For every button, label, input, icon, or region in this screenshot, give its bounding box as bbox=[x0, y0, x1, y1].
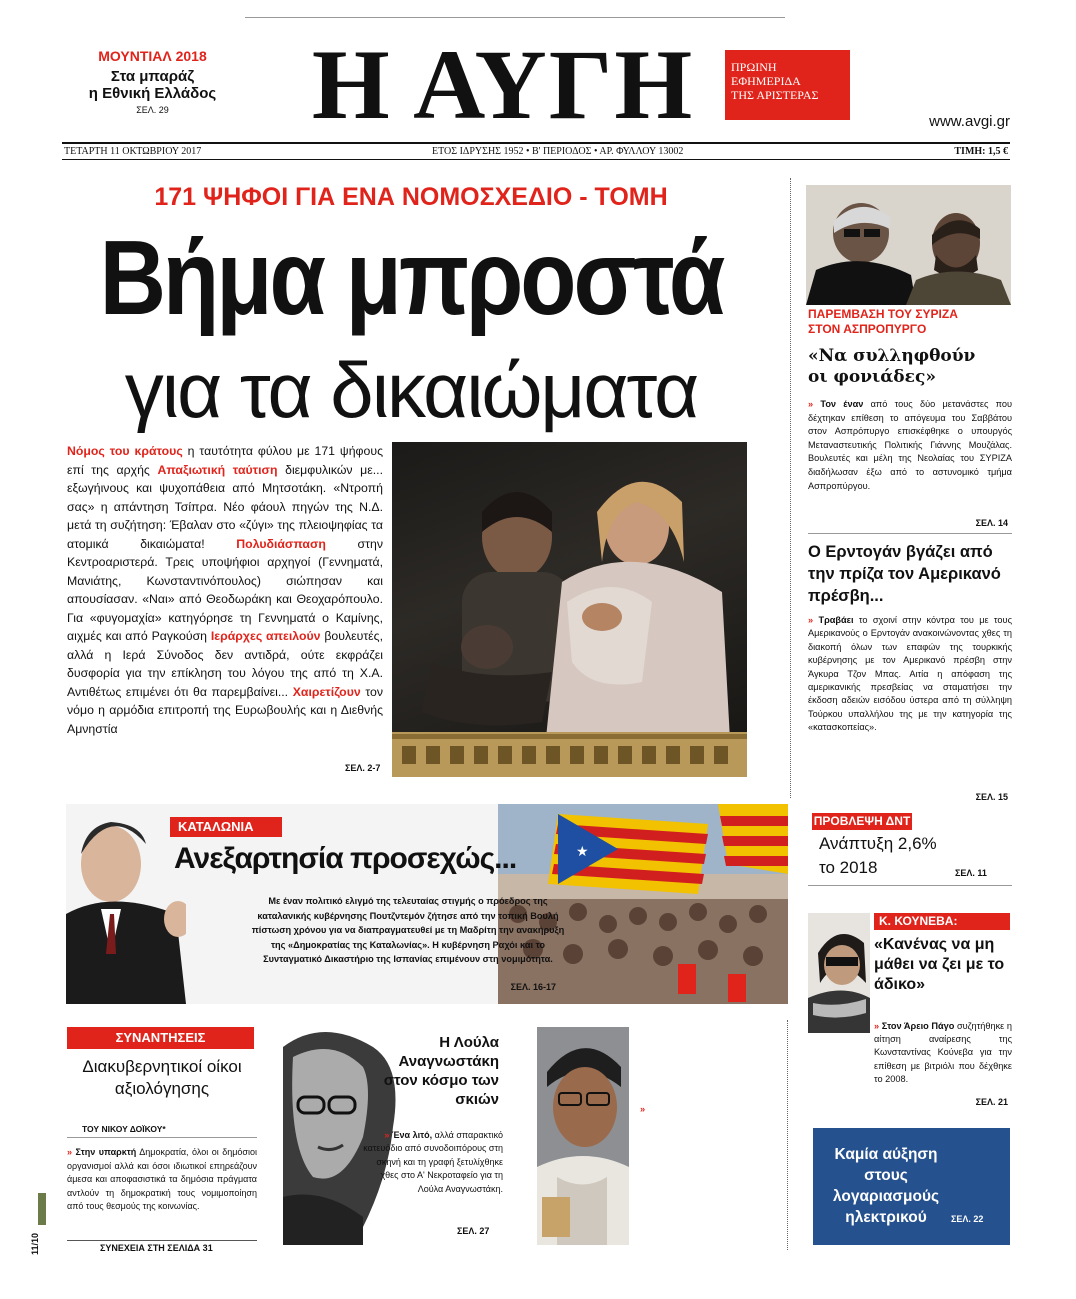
erdogan-lead-kw: Τραβάει bbox=[818, 615, 854, 625]
pantis-body bbox=[640, 1103, 766, 1117]
erdogan-page: ΣΕΛ. 15 bbox=[975, 792, 1008, 802]
kouneva-page: ΣΕΛ. 21 bbox=[975, 1097, 1008, 1107]
aspropyrgos-headline[interactable]: «Να συλληφθούν οι φονιάδες» bbox=[808, 346, 976, 387]
aspropyrgos-photo-art bbox=[806, 185, 1011, 305]
promo-kicker: ΜΟΥΝΤΙΑΛ 2018 bbox=[98, 48, 207, 64]
forecast-line1[interactable]: Ανάπτυξη 2,6% bbox=[819, 834, 937, 853]
masthead bbox=[0, 0, 1076, 170]
issue-date: ΤΕΤΑΡΤΗ 11 ΟΚΤΩΒΡΙΟΥ 2017 bbox=[64, 146, 202, 157]
tagline-line1: ΠΡΩΙΝΗ bbox=[731, 60, 777, 74]
issue-info: ΕΤΟΣ ΙΔΡΥΣΗΣ 1952 • Β' ΠΕΡΙΟΔΟΣ • ΑΡ. ΦΥΛΛΟΥ 13002 bbox=[432, 146, 684, 157]
aspropyrgos-kicker-1: ΠΑΡΕΜΒΑΣΗ ΤΟΥ ΣΥΡΙΖΑ bbox=[808, 307, 958, 321]
meetings-bottom-rule bbox=[67, 1240, 257, 1241]
loula-text: αλλά σπαρακτικό κατευόδιο από συνοδοιπόρους στη σκηνή και τη γραφή ξετυλίχθηκε χθες στο Α' Νεκροταφείο για τη Λούλα Αναγνωστάκη. bbox=[363, 1130, 503, 1194]
kouneva-kicker: Κ. ΚΟΥΝΕΒΑ: bbox=[874, 913, 1010, 930]
meetings-lead-kw: Στην υπαρκτή bbox=[75, 1147, 137, 1157]
pantis-lead-arrow: » bbox=[640, 1104, 646, 1114]
electric-box[interactable] bbox=[813, 1128, 1010, 1245]
erdogan-lead-arrow: » bbox=[808, 615, 819, 625]
forecast-line2: το 2018 bbox=[819, 858, 878, 877]
rule-right-2 bbox=[808, 885, 1012, 886]
electric-page: ΣΕΛ. 22 bbox=[951, 1214, 984, 1224]
catalonia-kicker: ΚΑΤΑΛΩΝΙΑ bbox=[170, 817, 282, 837]
meetings-continued[interactable]: ΣΥΝΕΧΕΙΑ ΣΤΗ ΣΕΛΙΔΑ 31 bbox=[100, 1243, 213, 1253]
lead-text-5: τον νόμο η αρμόδια επιτροπή της Ευρωβουλής και η Διεθνής Αμνηστία bbox=[67, 684, 383, 736]
pantis-photo-art bbox=[537, 1027, 629, 1245]
lead-kw-3: Πολυδιάσπαση bbox=[236, 536, 326, 551]
kouneva-lead-kw: Στον Άρειο Πάγο bbox=[881, 1021, 955, 1031]
catalonia-body: Με έναν πολιτικό ελιγμό της τελευταίας στιγμής ο πρόεδρος της καταλανικής κυβέρνησης Πουτζντεμόν ζήτησε από την τοπική Βουλή πίστωση χρόνου για να διαπραγματευθεί με τη Μαδρίτη την ανακήρυξη της «Δημοκρατίας της Καταλωνίας». Η κυβέρνηση Ραχόι και το Συνταγματικό Δικαστήριο της Ισπανίας επιμένουν στη νομιμότητα. bbox=[251, 896, 565, 965]
tagline-line2: ΕΦΗΜΕΡΙΔΑ bbox=[731, 74, 801, 88]
lead-body bbox=[67, 442, 383, 738]
lead-kw-5: Χαιρετίζουν bbox=[292, 684, 361, 699]
lead-kw-2: Απαξιωτική ταύτιση bbox=[157, 462, 278, 477]
top-rule bbox=[245, 17, 785, 18]
lead-subheadline: για τα δικαιώματα bbox=[124, 346, 698, 434]
lead-kicker: 171 ΨΗΦΟΙ ΓΙΑ ΕΝΑ ΝΟΜΟΣΧΕΔΙΟ - ΤΟΜΗ bbox=[154, 183, 668, 211]
aspropyrgos-page: ΣΕΛ. 14 bbox=[975, 518, 1008, 528]
aspropyrgos-body bbox=[808, 398, 1012, 493]
meetings-body bbox=[67, 1146, 257, 1214]
erdogan-headline[interactable]: Ο Ερντογάν βγάζει από την πρίζα τον Αμερικανό πρέσβη... bbox=[808, 543, 1001, 605]
catalonia-headline[interactable]: Ανεξαρτησία προσεχώς... bbox=[174, 842, 517, 875]
column-separator bbox=[790, 178, 791, 798]
pantis-photo[interactable] bbox=[537, 1027, 629, 1245]
lead-text-4: βουλευτές, αλλά η Ιερά Σύνοδος δεν αντιδρά, ούτε εκφράζει δυσφορία για την επίκληση του λόγου της από τη Χ.Α. Αντιθέτως επιμένει ότι θα παρεμβαίνει... bbox=[67, 629, 383, 699]
loula-photo[interactable] bbox=[283, 1027, 509, 1245]
meetings-author: ΤΟΥ ΝΙΚΟΥ ΔΟΪΚΟΥ* bbox=[82, 1124, 166, 1134]
loula-headline[interactable]: Η Λούλα Αναγνωστάκη στον κόσμο των σκιών bbox=[383, 1034, 499, 1108]
loula-body bbox=[357, 1129, 503, 1196]
aspropyrgos-photo[interactable] bbox=[806, 185, 1011, 305]
aspropyrgos-text: από τους δύο μετανάστες που δέχτηκαν επίθεση το απόγευμα του Σαββάτου στον Ασπρόπυργο επισκέφθηκε ο υπουργός Μεταναστευτικής Πολιτικής Γιάννης Μουζάλας. Βουλευτές και μέλη της Νεολαίας του ΣΥΡΙΖΑ διαδήλωσαν έξω από το αστυνομικό τμήμα Ασπροπύργου. bbox=[808, 399, 1013, 491]
kouneva-lead-arrow: » bbox=[874, 1021, 882, 1031]
lead-text-1: η ταυτότητα φύλου με 171 ψήφους επί της αρχής bbox=[67, 444, 383, 477]
kouneva-headline[interactable]: «Κανένας να μη μάθει να ζει με το άδικο» bbox=[874, 936, 1005, 993]
lead-photo-art bbox=[392, 442, 747, 777]
meetings-rule bbox=[67, 1137, 257, 1138]
lead-photo[interactable] bbox=[392, 442, 747, 777]
promo-page: ΣΕΛ. 29 bbox=[136, 105, 169, 115]
side-stripe bbox=[38, 1193, 46, 1225]
meetings-kicker: ΣΥΝΑΝΤΗΣΕΙΣ bbox=[67, 1027, 254, 1049]
lead-page: ΣΕΛ. 2-7 bbox=[345, 763, 381, 773]
side-date: 11/10 bbox=[30, 1232, 40, 1255]
lead-text-3: στην Κεντροαριστερά. Τρεις υποψήφιοι αρχηγοί (Γεννηματά, Μανιάτης, Κωνσταντινόπουλος) σιώπησαν και απουσίασαν. «Ναι» από Θεοδωράκη και Θεοχαρόπουλο. Για «φυγομαχία» κατηγόρησε τη Γεννηματά ο Καμίνης, αιχμές και από Ραγκούση bbox=[67, 536, 383, 643]
tagline-line3: ΤΗΣ ΑΡΙΣΤΕΡΑΣ bbox=[731, 88, 819, 102]
catalonia-page: ΣΕΛ. 16-17 bbox=[510, 982, 556, 992]
forecast-page: ΣΕΛ. 11 bbox=[955, 868, 987, 878]
catalonia-section bbox=[66, 804, 788, 1004]
aspropyrgos-kicker bbox=[808, 307, 1013, 337]
price: ΤΙΜΗ: 1,5 € bbox=[954, 146, 1008, 157]
meetings-lead-arrow: » bbox=[67, 1147, 76, 1157]
kouneva-photo-art bbox=[808, 913, 870, 1033]
catalonia-flag-star: ★ bbox=[576, 844, 589, 860]
aspropyrgos-kicker-2: ΣΤΟΝ ΑΣΠΡΟΠΥΡΓΟ bbox=[808, 322, 927, 336]
lead-text-2: διεμφυλικών με... εξωγήινους και ψυχοπάθεια από Μητσοτάκη. «Ντροπή σας» η απάντηση Τσίπρα. Νέο φάουλ πηγών της Ν.Δ. μετά τη συζήτηση: Έβαλαν στο «ζύγι» της πλειοψηφίας τα ατομικά δικαιώματα! bbox=[67, 462, 383, 551]
aspropyrgos-lead-kw: Τον έναν bbox=[820, 399, 864, 409]
date-bar bbox=[62, 142, 1010, 160]
lead-headline[interactable]: Βήμα μπροστά bbox=[99, 219, 723, 337]
puigdemont-photo[interactable] bbox=[66, 804, 186, 1004]
lead-kw-4: Ιεράρχες απειλούν bbox=[210, 629, 321, 643]
loula-page: ΣΕΛ. 27 bbox=[457, 1226, 490, 1236]
lower-separator bbox=[787, 1020, 788, 1250]
loula-lead-kw: Ένα λιτό, bbox=[391, 1130, 433, 1140]
newspaper-title[interactable]: Η ΑΥΓΗ bbox=[311, 29, 695, 140]
rule-right-1 bbox=[808, 533, 1012, 534]
erdogan-body bbox=[808, 614, 1012, 735]
tagline-box bbox=[725, 50, 850, 120]
kouneva-text: συζητήθηκε η αίτηση αναίρεσης της Κωνσταντίνας Κούνεβα για την επίθεση με βιτριόλι που δέχθηκε το 2008. bbox=[874, 1021, 1012, 1084]
meetings-text: Δημοκρατία, όλοι οι δημόσιοι οργανισμοί αλλά και όσοι ιδιωτικοί επηρεάζουν άμεσα και αποφασιστικά τα δημόσια πράγματα αντλούν τη δημοκρατική τους νομιμοποίηση από τους θεσμούς της κοινωνίας. bbox=[67, 1147, 257, 1212]
erdogan-text: το σχοινί στην κόντρα του με τους Αμερικανούς ο Ερντογάν ανακοινώνοντας χθες τη διακοπή όλων των επαφών της τουρκικής κυβέρνησης με τον Αμερικανό πρέσβη στην Άγκυρα Τζον Μπας. Αιτία η απόφαση της αμερικανικής πρεσβείας να σταματήσει την έκδοση αδειών εισόδου ύστερα από τη σύλληψη Τούρκου υπαλλήλου της με την κατηγορία της «κατασκοπείας». bbox=[808, 615, 1012, 733]
promo-box bbox=[60, 48, 245, 115]
lead-kw-1: Νόμος του κράτους bbox=[67, 444, 183, 458]
aspropyrgos-lead-arrow: » bbox=[808, 399, 821, 409]
meetings-headline[interactable]: Διακυβερνητικοί οίκοι αξιολόγησης bbox=[82, 1057, 242, 1098]
website-link[interactable]: www.avgi.gr bbox=[929, 113, 1010, 130]
forecast-kicker: ΠΡΟΒΛΕΨΗ ΔΝΤ bbox=[813, 814, 911, 828]
promo-line1: Στα μπαράζ bbox=[110, 68, 195, 85]
electric-text: Καμία αύξηση στους λογαριασμούς ηλεκτρικού bbox=[832, 1146, 940, 1226]
kouneva-body bbox=[874, 1020, 1012, 1086]
kouneva-photo[interactable] bbox=[808, 913, 870, 1033]
loula-lead-arrow: » bbox=[384, 1130, 392, 1140]
promo-line2: η Εθνική Ελλάδος bbox=[88, 85, 217, 102]
